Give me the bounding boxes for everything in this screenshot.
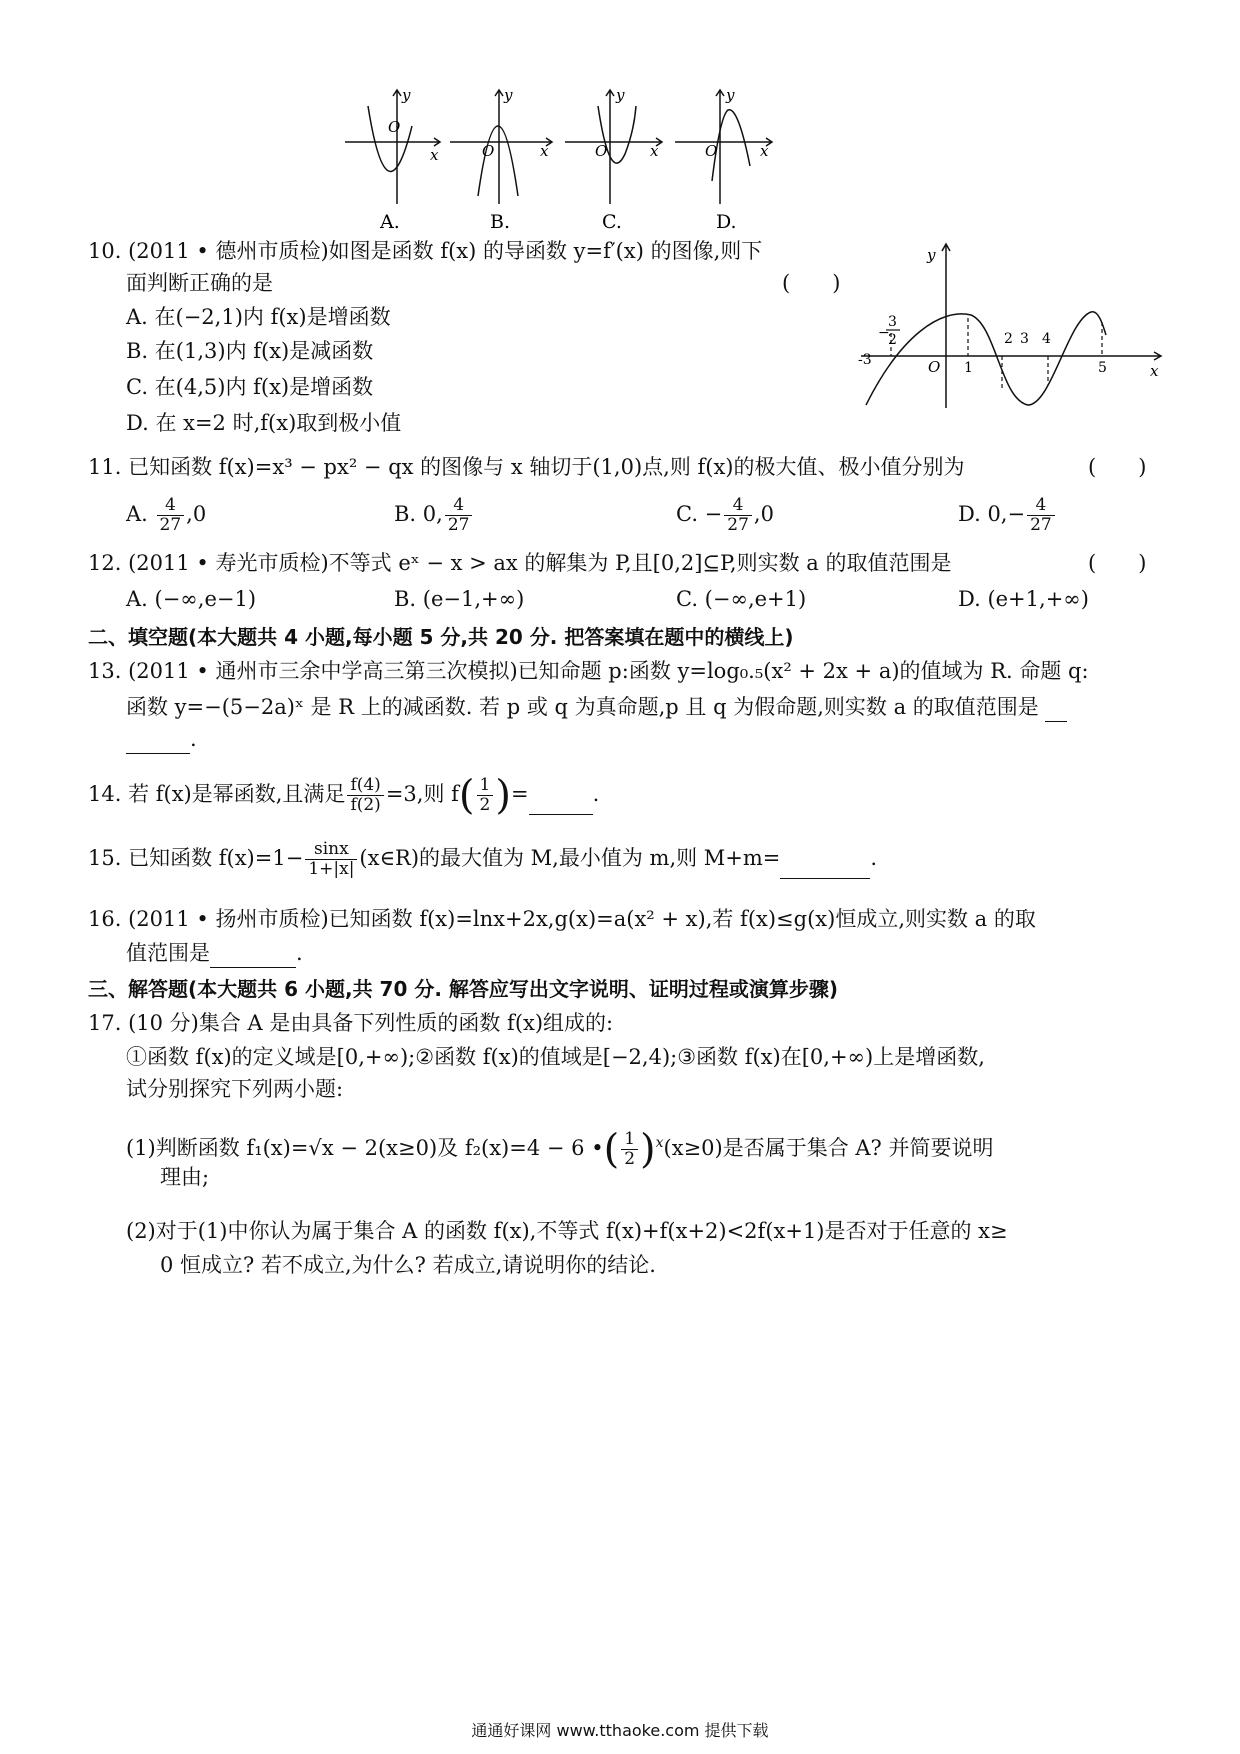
q10-graph-neg3: -3	[858, 352, 872, 368]
q10-graph-2: 2	[1004, 331, 1013, 347]
graph-b-label: B.	[490, 211, 511, 233]
q14-blank[interactable]	[529, 792, 593, 815]
q15-stem: 15. 已知函数 f(x)=1− $\frac{\sin x}{1+|x|}$ (x∈R)的最大值为 M,最小值为 m,则 M+m= .	[88, 839, 878, 879]
q10-option-c: C. 在(4,5)内 f(x)是增函数	[126, 375, 374, 399]
q11-option-a: A. $\frac{4}{27}$ ,0	[126, 495, 207, 535]
graph-a	[345, 90, 440, 204]
q12-option-a: A. (−∞,e−1)	[126, 587, 257, 611]
q16-blank[interactable]	[210, 945, 296, 968]
q17-stem-line1: 17. (10 分)集合 A 是由具备下列性质的函数 f(x)组成的:	[88, 1011, 614, 1035]
q17-stem-line3: 试分别探究下列两小题:	[126, 1077, 344, 1101]
q11-option-b: B. 0, $\frac{4}{27}$	[394, 496, 474, 535]
q17-stem-line2: ①函数 f(x)的定义域是[0,+∞);②函数 f(x)的值域是[−2,4);③函数 f(x)在[0,+∞)上是增函数,	[126, 1045, 985, 1069]
q10-graph-origin: O	[928, 358, 941, 376]
graph-d-o: O	[705, 142, 718, 160]
graph-d-label: D.	[716, 211, 737, 233]
q12-option-d: D. (e+1,+∞)	[958, 587, 1089, 611]
graph-c-label: C.	[602, 211, 622, 233]
graph-a-x: x	[430, 146, 439, 164]
q14-stem: 14. 若 f(x)是幂函数,且满足 $\frac{f(4)}{f(2)}$ =3,则 f( $\frac{1}{2}$ )= .	[88, 772, 600, 819]
section-2-heading: 二、填空题(本大题共 4 小题,每小题 5 分,共 20 分. 把答案填在题中的横线上)	[88, 625, 794, 649]
q10-stem-line2: 面判断正确的是	[126, 271, 273, 295]
q9-option-graphs	[340, 86, 790, 236]
q12-option-b: B. (e−1,+∞)	[394, 587, 525, 611]
q17-part2-line2: 0 恒成立? 若不成立,为什么? 若成立,请说明你的结论.	[160, 1253, 656, 1277]
q11-option-c: C. − $\frac{4}{27}$ ,0	[676, 495, 774, 535]
q10-derivative-graph	[846, 240, 1176, 420]
q10-option-b: B. 在(1,3)内 f(x)是减函数	[126, 339, 374, 363]
graph-c	[565, 90, 662, 204]
q13-stem-line1: 13. (2011 • 通州市三余中学高三第三次模拟)已知命题 p:函数 y=log₀.₅(x² + 2x + a)的值域为 R. 命题 q:	[88, 659, 1089, 683]
q13-stem-line2: 函数 y=−(5−2a)ˣ 是 R 上的减函数. 若 p 或 q 为真命题,p 且 q 为假命题,则实数 a 的取值范围是	[126, 692, 1067, 722]
q11-stem: 11. 已知函数 f(x)=x³ − px² − qx 的图像与 x 轴切于(1,0)点,则 f(x)的极大值、极小值分别为	[88, 455, 965, 479]
q10-graph-1: 1	[964, 360, 973, 376]
q10-graph-frac-sign: −	[878, 325, 890, 341]
q15-blank[interactable]	[780, 856, 870, 879]
graph-c-o: O	[595, 142, 608, 160]
q10-stem-line1: 10. (2011 • 德州市质检)如图是函数 f(x) 的导函数 y=f′(x) 的图像,则下	[88, 239, 763, 263]
q10-option-a: A. 在(−2,1)内 f(x)是增函数	[126, 305, 391, 329]
graph-b-o: O	[482, 142, 495, 160]
q10-graph-y: y	[927, 246, 936, 264]
q17-part2-line1: (2)对于(1)中你认为属于集合 A 的函数 f(x),不等式 f(x)+f(x+2)<2f(x+1)是否对于任意的 x≥	[126, 1219, 1008, 1243]
q13-stem-line3: .	[126, 724, 197, 754]
q10-graph-frac-den: 2	[888, 332, 897, 348]
graph-b-x: x	[540, 142, 549, 160]
q10-option-d: D. 在 x=2 时,f(x)取到极小值	[126, 411, 402, 435]
graph-d-x: x	[760, 142, 769, 160]
graph-a-y: y	[402, 86, 411, 104]
graph-b	[450, 90, 552, 204]
q10-graph-5: 5	[1098, 360, 1107, 376]
q10-graph-3: 3	[1020, 331, 1029, 347]
q17-part1: (1)判断函数 f₁(x)=√x − 2(x≥0)及 f₂(x)=4 − 6 •( $\frac{1}{2}$ )$^x$(x≥0)是否属于集合 A? 并简要说明	[126, 1126, 994, 1173]
graph-b-y: y	[504, 86, 513, 104]
q11-option-d: D. 0,− $\frac{4}{27}$	[958, 496, 1057, 535]
q10-graph-frac-num: 3	[888, 314, 897, 330]
q10-answer-paren: ( )	[782, 271, 841, 295]
graph-a-o: O	[388, 118, 401, 136]
q17-part1-line2: 理由;	[160, 1165, 210, 1189]
q13-blank-a[interactable]	[1045, 699, 1067, 722]
graph-c-y: y	[616, 86, 625, 104]
graph-c-x: x	[650, 142, 659, 160]
q10-graph-4: 4	[1042, 331, 1051, 347]
q12-answer-paren: ( )	[1088, 551, 1147, 575]
q16-stem-line1: 16. (2011 • 扬州市质检)已知函数 f(x)=lnx+2x,g(x)=a(x² + x),若 f(x)≤g(x)恒成立,则实数 a 的取	[88, 907, 1036, 931]
q13-blank-b[interactable]	[126, 731, 190, 754]
q12-stem: 12. (2011 • 寿光市质检)不等式 eˣ − x > ax 的解集为 P,且[0,2]⊆P,则实数 a 的取值范围是	[88, 551, 952, 575]
graph-a-label: A.	[380, 211, 400, 233]
q16-stem-line2: 值范围是 .	[126, 938, 303, 968]
section-3-heading: 三、解答题(本大题共 6 小题,共 70 分. 解答应写出文字说明、证明过程或演算步骤)	[88, 977, 839, 1001]
graph-d-y: y	[726, 86, 735, 104]
footer-source: 通通好课网 www.tthaoke.com 提供下载	[471, 1721, 769, 1740]
q10-graph-x: x	[1150, 362, 1159, 380]
q12-option-c: C. (−∞,e+1)	[676, 587, 807, 611]
graph-d	[675, 90, 772, 204]
q11-answer-paren: ( )	[1088, 455, 1147, 479]
